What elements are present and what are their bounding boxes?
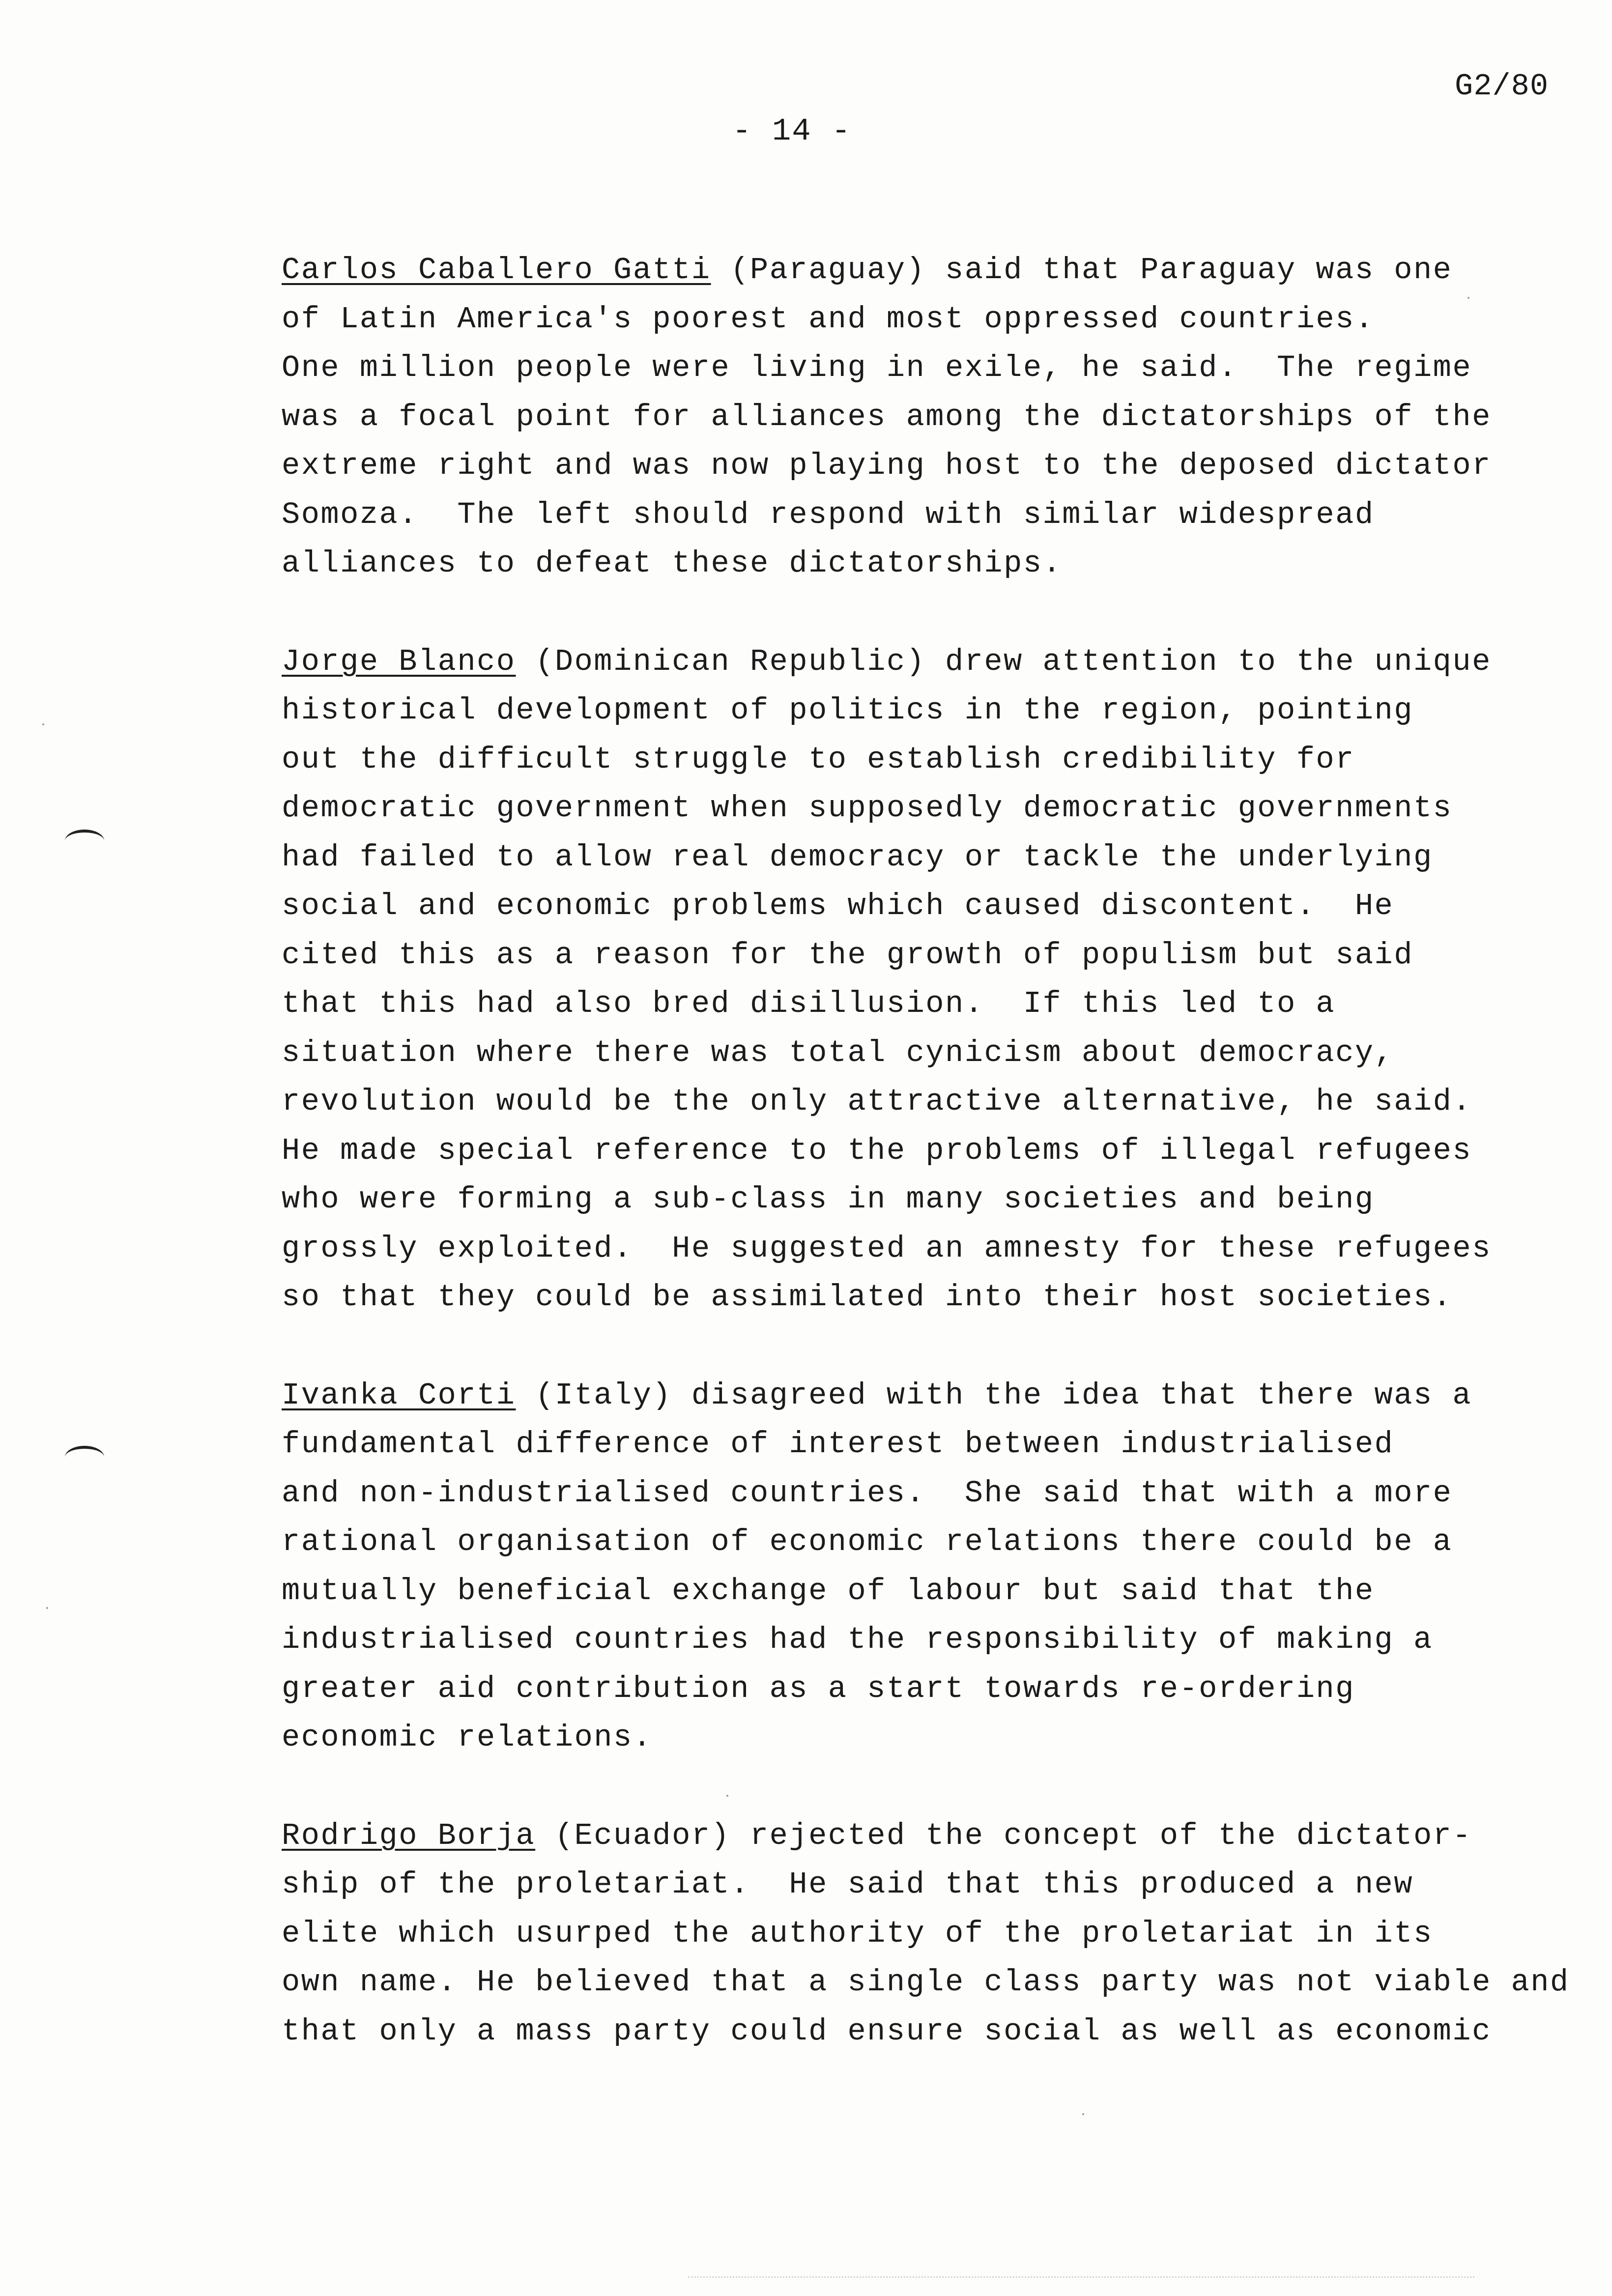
text-line: alliances to defeat these dictatorships. [282,546,1063,581]
text-line: and non-industrialised countries. She said that with a more [282,1475,1453,1511]
document-body [282,246,1599,2105]
text-line: so that they could be assimilated into their host societies. [282,1280,1453,1315]
punch-hole-mark-upper [65,830,104,852]
text-line: Rodrigo Borja (Ecuador) rejected the concept of the dictator- [282,1818,1472,1853]
paragraph-caballero-gatti [282,246,1599,588]
text-line: mutually beneficial exchange of labour but said that the [282,1573,1375,1608]
speaker-name: Rodrigo Borja [282,1818,536,1853]
scan-artifact-bottom [688,2276,1474,2281]
document-reference: G2/80 [1455,69,1549,104]
text-line: that this had also bred disillusion. If this led to a [282,986,1336,1021]
text-line: ship of the proletariat. He said that this produced a new [282,1867,1413,1902]
paragraph-ivanka-corti [282,1371,1599,1762]
text-line: social and economic problems which caused discontent. He [282,889,1394,923]
text-line: extreme right and was now playing host to the deposed dictator [282,448,1492,483]
text-line: Ivanka Corti (Italy) disagreed with the idea that there was a [282,1378,1472,1413]
page-number: - 14 - [732,114,852,149]
text-line: Carlos Caballero Gatti (Paraguay) said that Paraguay was one [282,253,1453,287]
text-line: own name. He believed that a single class party was not viable and [282,1965,1570,2000]
text-line: who were forming a sub-class in many societies and being [282,1182,1375,1217]
text-line: historical development of politics in the region, pointing [282,693,1413,728]
paragraph-jorge-blanco [282,637,1599,1322]
text-line: cited this as a reason for the growth of populism but said [282,937,1413,973]
speaker-name: Jorge Blanco [282,644,516,679]
paragraph-rodrigo-borja [282,1811,1599,2056]
text-line: of Latin America's poorest and most oppressed countries. [282,301,1375,337]
scan-speck [42,723,44,725]
text-line: out the difficult struggle to establish credibility for [282,742,1355,777]
speaker-name: Carlos Caballero Gatti [282,253,711,287]
scan-speck [1082,2113,1084,2115]
text-line: Jorge Blanco (Dominican Republic) drew attention to the unique [282,644,1492,679]
text-line: rational organisation of economic relations there could be a [282,1524,1453,1559]
text-line: greater aid contribution as a start towards re-ordering [282,1671,1355,1706]
speaker-name: Ivanka Corti [282,1378,516,1413]
text-line: One million people were living in exile, he said. The regime [282,350,1472,385]
text-line: revolution would be the only attractive alternative, he said. [282,1084,1472,1119]
text-line: democratic government when supposedly democratic governments [282,791,1453,826]
text-line: elite which usurped the authority of the proletariat in its [282,1916,1433,1951]
text-line: that only a mass party could ensure social as well as economic [282,2013,1492,2049]
text-line: economic relations. [282,1720,653,1755]
text-line: grossly exploited. He suggested an amnesty for these refugees [282,1231,1492,1266]
text-line: was a focal point for alliances among the dictatorships of the [282,399,1492,434]
text-line: He made special reference to the problems of illegal refugees [282,1133,1472,1168]
scan-speck [46,1607,48,1609]
text-line: had failed to allow real democracy or tackle the underlying [282,839,1433,875]
text-line: industrialised countries had the responsibility of making a [282,1622,1433,1657]
text-line: situation where there was total cynicism about democracy, [282,1035,1394,1070]
punch-hole-mark-lower [65,1446,104,1468]
text-line: Somoza. The left should respond with similar widespread [282,497,1375,532]
text-line: fundamental difference of interest between industrialised [282,1427,1394,1462]
